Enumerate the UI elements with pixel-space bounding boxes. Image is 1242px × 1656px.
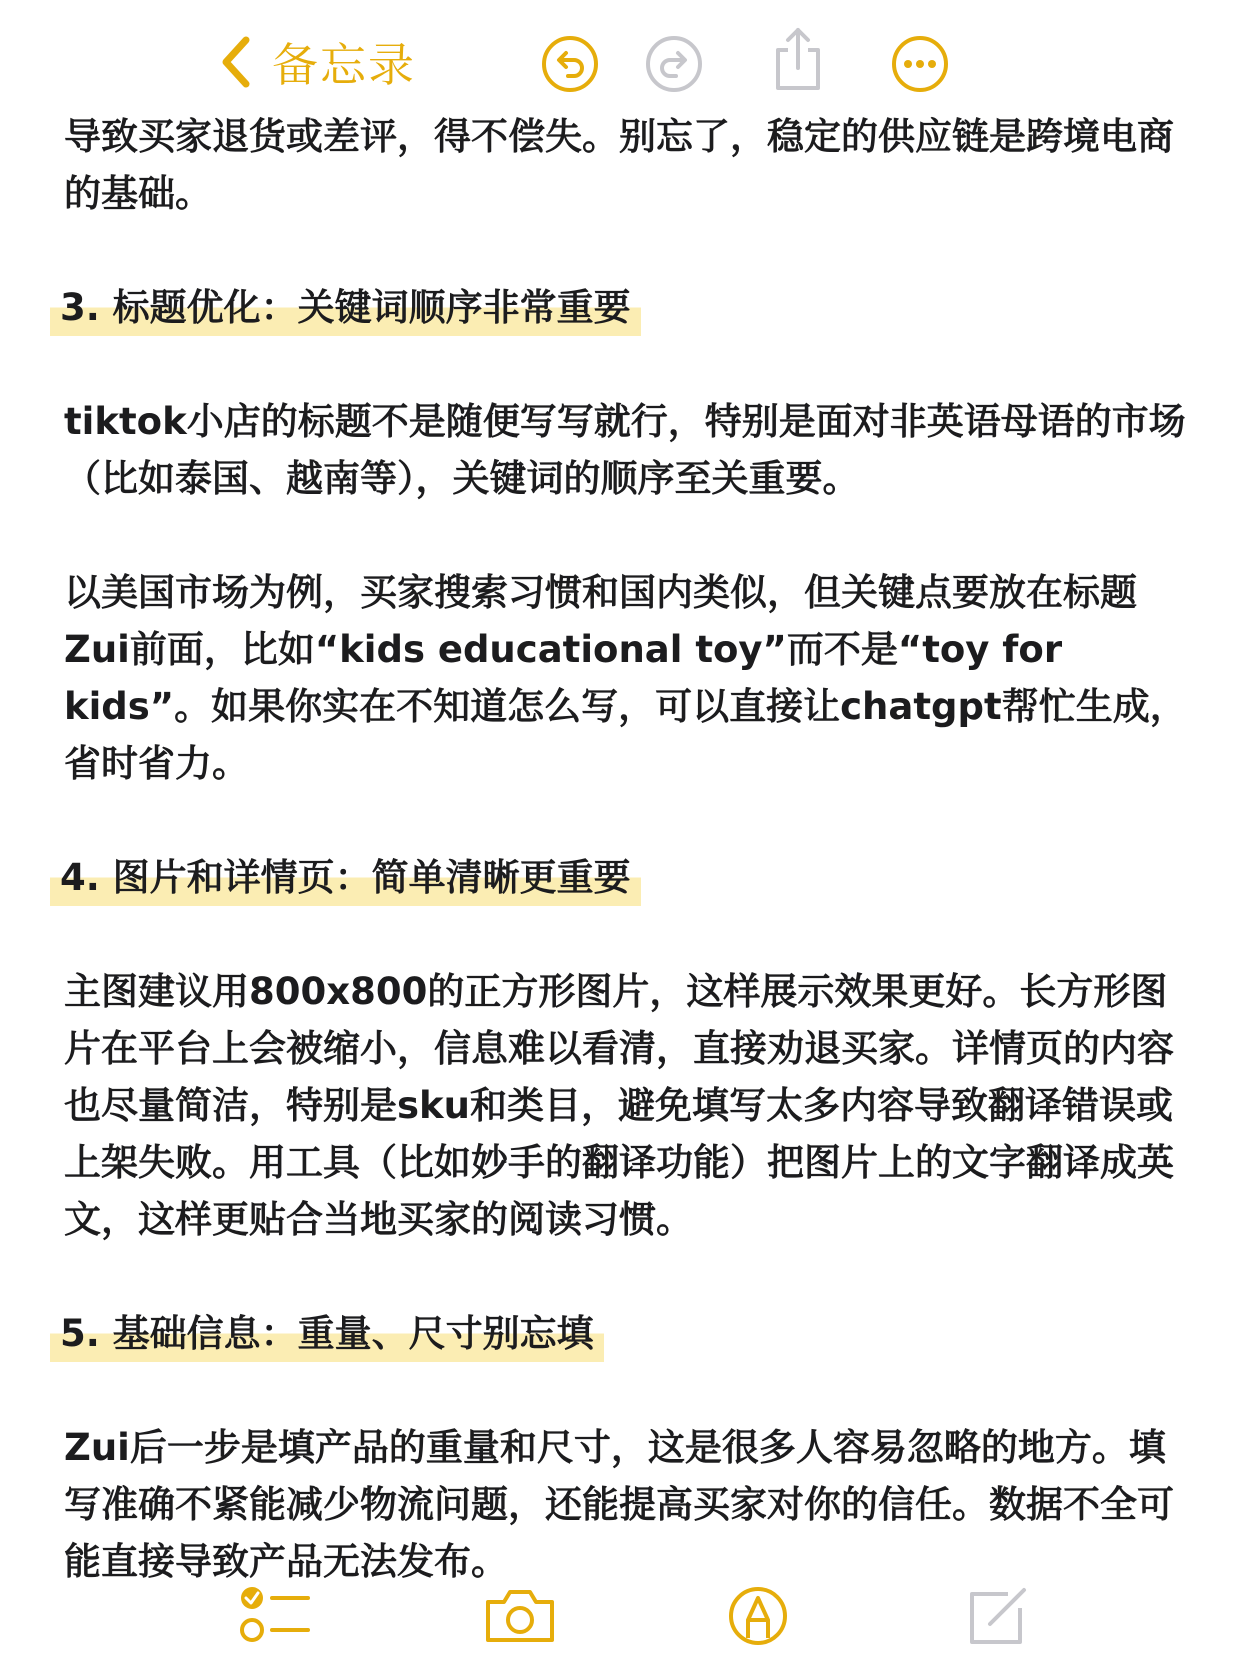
paragraph: tiktok小店的标题不是随便写写就行，特别是面对非英语母语的市场（比如泰国、越南等），关键词的顺序至关重要。	[64, 400, 1186, 500]
paragraph: 导致买家退货或差评，得不偿失。别忘了，稳定的供应链是跨境电商的基础。	[64, 115, 1174, 215]
compose-button[interactable]	[960, 1580, 1040, 1650]
chevron-left-icon	[218, 34, 254, 90]
checklist-icon	[238, 1580, 318, 1650]
undo-button[interactable]	[538, 32, 602, 96]
share-icon	[766, 24, 830, 94]
top-toolbar	[0, 0, 1242, 120]
note-body[interactable]	[60, 108, 1194, 1590]
markup-pen-icon	[718, 1580, 798, 1650]
camera-button[interactable]	[480, 1580, 560, 1650]
paragraph: 主图建议用800x800的正方形图片，这样展示效果更好。长方形图片在平台上会被缩小，信息难以看清，直接劝退买家。详情页的内容也尽量简洁，特别是sku和类目，避免填写太多内容导致翻译错误或上架失败。用工具（比如妙手的翻译功能）把图片上的文字翻译成英文，这样更贴合当地买家的阅读习惯。	[64, 970, 1174, 1241]
bottom-toolbar	[0, 1580, 1242, 1656]
more-icon	[888, 32, 952, 96]
camera-icon	[480, 1580, 560, 1650]
checklist-button[interactable]	[238, 1580, 318, 1650]
back-button[interactable]	[218, 30, 416, 94]
section-heading: 3. 标题优化：关键词顺序非常重要	[50, 279, 641, 336]
paragraph: Zui后一步是填产品的重量和尺寸，这是很多人容易忽略的地方。填写准确不紧能减少物流问题，还能提高买家对你的信任。数据不全可能直接导致产品无法发布。	[64, 1426, 1174, 1583]
back-label: 备忘录	[272, 38, 416, 92]
redo-icon	[642, 32, 706, 96]
more-button[interactable]	[888, 32, 952, 96]
compose-icon	[960, 1580, 1040, 1650]
section-heading: 5. 基础信息：重量、尺寸别忘填	[50, 1305, 604, 1362]
paragraph: 以美国市场为例，买家搜索习惯和国内类似，但关键点要放在标题Zui前面，比如“kids educational toy”而不是“toy for kids”。如果你实在不知道怎么写，可以直接让chatgpt帮忙生成，省时省力。	[64, 571, 1187, 785]
markup-button[interactable]	[718, 1580, 798, 1650]
section-heading: 4. 图片和详情页：简单清晰更重要	[50, 849, 641, 906]
redo-button[interactable]	[642, 32, 706, 96]
undo-icon	[538, 32, 602, 96]
share-button[interactable]	[766, 24, 830, 94]
